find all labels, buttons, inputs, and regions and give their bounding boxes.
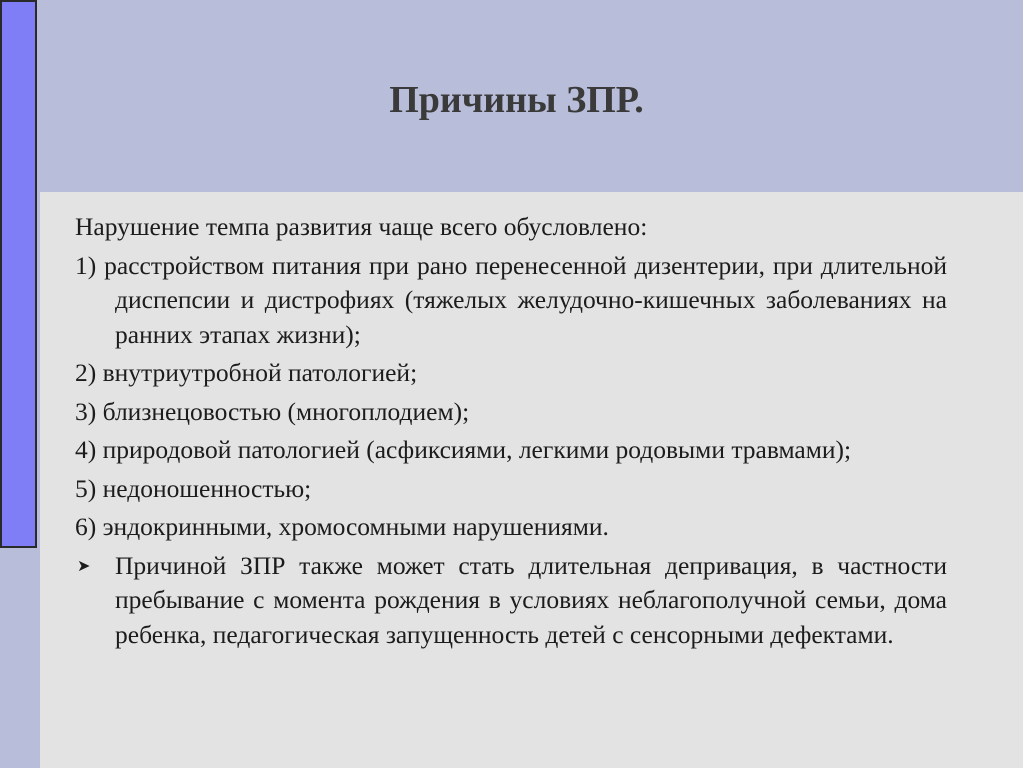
slide-body: [75, 210, 947, 652]
list-item: 6) эндокринными, хромосомными нарушениями.: [75, 512, 609, 541]
list-item: 3) близнецовостью (многоплодием);: [75, 396, 470, 426]
list-item: 5) недоношенностью;: [75, 473, 312, 503]
bullet-paragraph: [75, 549, 947, 653]
arrowhead-bullet-icon: ➤: [77, 555, 91, 575]
side-strip: [0, 548, 40, 768]
list-item: 1) расстройством питания при рано перенесенной дизентерии, при длительной диспепсии и дистрофиях (тяжелых желудочно-кишечных заболеваниях на ранних этапах жизни);: [75, 250, 947, 349]
intro-text: Нарушение темпа развития чаще всего обусловлено:: [75, 212, 648, 241]
slide-title: Причины ЗПР.: [389, 79, 644, 121]
list-item: 2) внутриутробной патологией;: [75, 358, 418, 387]
list-item: 4) природовой патологией (асфиксиями, легкими родовыми травмами);: [75, 435, 852, 464]
bullet-text: Причиной ЗПР также может стать длительная депривация, в частности пребывание с момента рождения в условиях неблагополучной семьи, дома ребенка, педагогическая запущенность детей с сенсорными дефектами.: [115, 550, 947, 649]
